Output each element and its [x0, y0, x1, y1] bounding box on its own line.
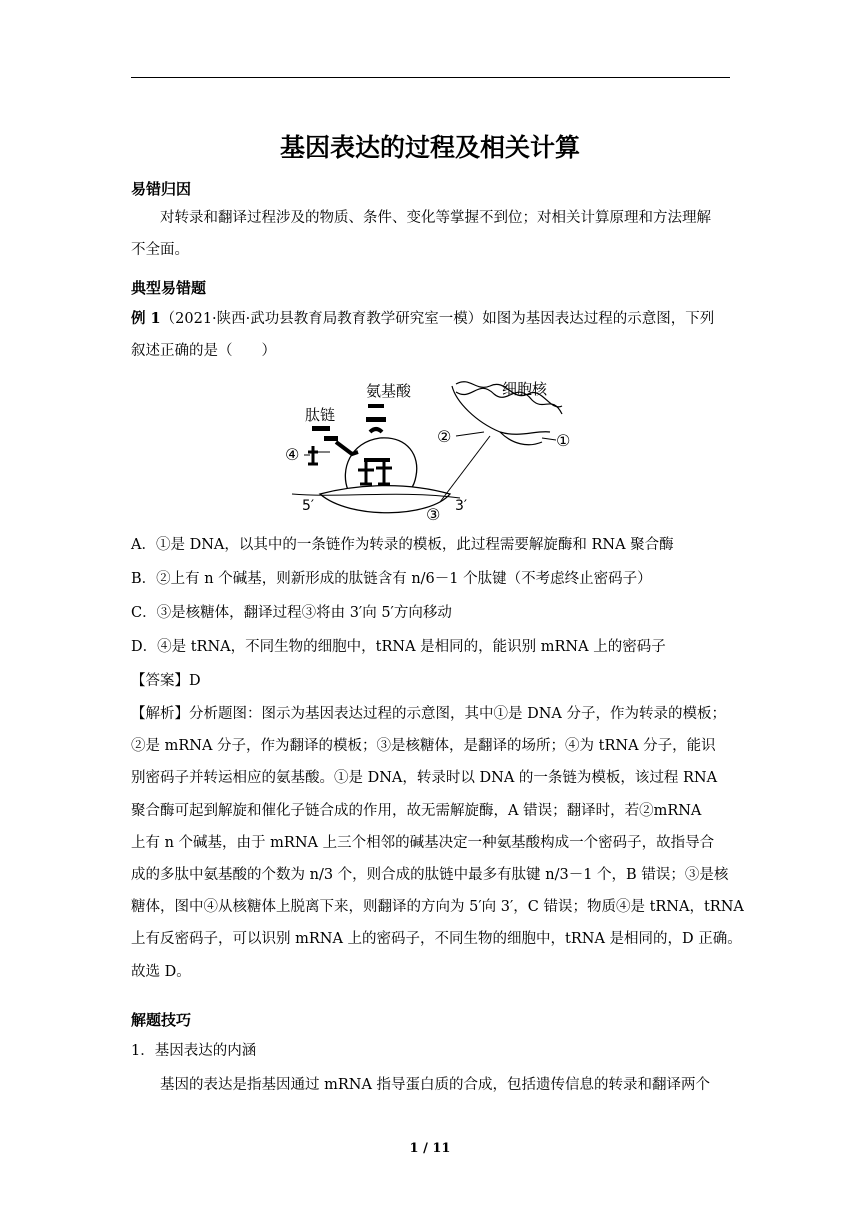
section-heading-tips: 解题技巧: [131, 1011, 192, 1029]
free-amino-acids: [366, 404, 386, 432]
page-title: 基因表达的过程及相关计算: [279, 133, 580, 162]
section-heading-typical: 典型易错题: [131, 279, 207, 297]
analysis-line: 分析题图：图示为基因表达过程的示意图，其中①是 DNA 分子，作为转录的模板；: [189, 706, 726, 722]
option-b: B．②上有 n 个碱基，则新形成的肽链含有 n/6－1 个肽键（不考虑终止密码子）: [131, 571, 652, 587]
header-rule: [131, 77, 730, 78]
tip-paragraph: 基因的表达是指基因通过 mRNA 指导蛋白质的合成，包括遗传信息的转录和翻译两个: [160, 1077, 711, 1093]
option-a: A．①是 DNA，以其中的一条链作为转录的模板，此过程需要解旋酶和 RNA 聚合酶: [131, 537, 674, 553]
pointer-1: [542, 438, 556, 440]
intro-line: 对转录和翻译过程涉及的物质、条件、变化等掌握不到位；对相关计算原理和方法理解: [160, 210, 711, 226]
label-peptide: 肽链: [305, 406, 336, 424]
analysis-line: 别密码子并转运相应的氨基酸。①是 DNA，转录时以 DNA 的一条链为模板，该过程 RNA: [131, 770, 718, 787]
marker-3: ③: [426, 505, 441, 522]
label-nucleus: 细胞核: [502, 380, 548, 398]
question-text: （2021·陕西·武功县教育局教育教学研究室一模）如图为基因表达过程的示意图，下列: [160, 311, 715, 327]
label-amino-acid: 氨基酸: [366, 382, 412, 400]
analysis-line: 聚合酶可起到解旋和催化子链合成的作用，故无需解旋酶，A 错误；翻译时，若②mRNA: [131, 802, 702, 819]
analysis-line: 糖体，图中④从核糖体上脱离下来，则翻译的方向为 5′向 3′，C 错误；物质④是 tRNA，tRNA: [131, 899, 744, 916]
analysis-line: ②是 mRNA 分子，作为翻译的模板；③是核糖体，是翻译的场所；④为 tRNA 分子，能识: [131, 738, 716, 755]
trna-free: [308, 446, 330, 464]
option-d: D．④是 tRNA，不同生物的细胞中，tRNA 是相同的，能识别 mRNA 上的密码子: [131, 639, 666, 655]
marker-2: ②: [437, 427, 452, 446]
end-3prime: 3′: [455, 498, 468, 514]
analysis-label: 【解析】: [131, 706, 189, 722]
question-label: 例 1: [131, 310, 161, 327]
pointer-2: [456, 432, 484, 436]
analysis-paragraph: [131, 698, 744, 988]
section-heading-errors: 易错归因: [131, 180, 192, 198]
options-list: [131, 528, 730, 698]
question-text-2: 叙述正确的是（ ）: [131, 343, 276, 359]
option-c: C．③是核糖体，翻译过程③将由 3′向 5′方向移动: [131, 605, 452, 621]
intro-paragraph: [131, 202, 730, 266]
analysis-line: 上有 n 个碱基，由于 mRNA 上三个相邻的碱基决定一种氨基酸构成一个密码子，故指导合: [131, 834, 715, 851]
analysis-line: 成的多肽中氨基酸的个数为 n/3 个，则合成的肽链中最多有肽键 n/3－1 个，B 错误；③是核: [131, 867, 729, 884]
gene-expression-figure: [280, 372, 600, 522]
marker-1: ①: [556, 431, 571, 450]
tip-heading: 1．基因表达的内涵: [131, 1043, 257, 1059]
page-number: 1 / 11: [409, 1141, 451, 1156]
analysis-line: 上有反密码子，可以识别 mRNA 上的密码子，不同生物的细胞中，tRNA 是相同的，D 正确。: [131, 931, 742, 948]
end-5prime: 5′: [302, 498, 315, 514]
analysis-line: 故选 D。: [131, 963, 191, 980]
peptide-chain: [312, 426, 358, 454]
marker-4: ④: [285, 445, 300, 464]
answer-line: 【答案】D: [131, 673, 201, 689]
question-stem: [131, 303, 730, 367]
ribosome: [320, 438, 450, 513]
intro-line: 不全面。: [131, 242, 189, 258]
